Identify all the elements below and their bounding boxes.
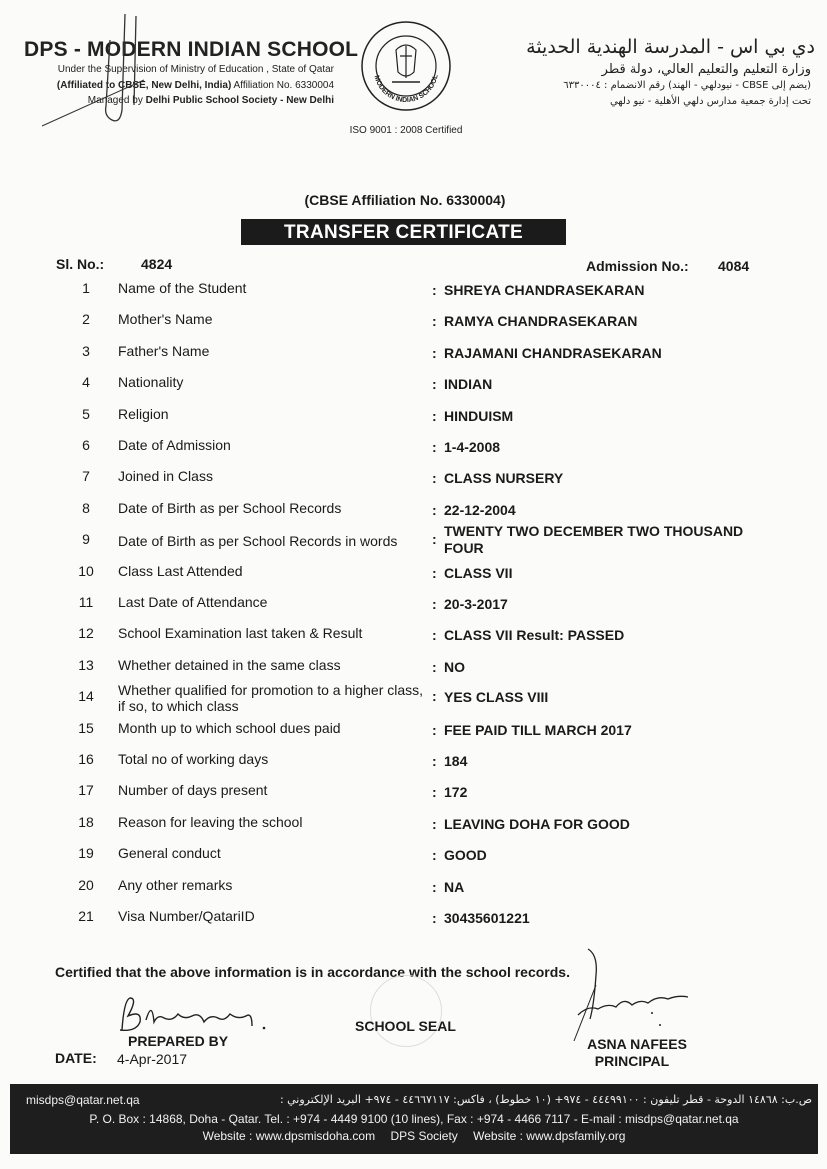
field-row: 1 Name of the Student : SHREYA CHANDRASEKARAN	[0, 272, 827, 303]
field-row: 9 Date of Birth as per School Records in words : TWENTY TWO DECEMBER TWO THOUSAND FOUR	[0, 523, 827, 554]
school-emblem	[360, 20, 452, 112]
ministry-arabic: وزارة التعليم والتعليم العالي، دولة قطر	[601, 62, 811, 77]
row-label: Whether qualified for promotion to a higher class, if so, to which class	[118, 682, 424, 715]
row-value: FEE PAID TILL MARCH 2017	[444, 721, 632, 738]
row-number: 3	[82, 342, 90, 359]
principal-title: PRINCIPAL	[594, 1053, 670, 1069]
field-row: 12 School Examination last taken & Result : CLASS VII Result: PASSED	[0, 617, 827, 648]
management-arabic: تحت إدارة جمعية مدارس دلهي الأهلية - نيو دلهي	[609, 96, 811, 107]
row-value: CLASS VII Result: PASSED	[444, 627, 625, 644]
row-label: Visa Number/QatariID	[118, 908, 255, 924]
field-row: 20 Any other remarks : NA	[0, 869, 827, 900]
row-label: Any other remarks	[118, 876, 233, 893]
serial-number-label: Sl. No.:	[56, 256, 105, 272]
row-value: RAJAMANI CHANDRASEKARAN	[444, 344, 662, 361]
row-number: 9	[82, 531, 90, 548]
row-label: Date of Birth as per School Records	[118, 499, 342, 516]
row-value: 184	[444, 753, 468, 769]
row-number: 20	[78, 876, 94, 893]
row-label: Whether detained in the same class	[118, 656, 341, 673]
row-value: YES CLASS VIII	[444, 689, 549, 706]
row-label: Date of Birth as per School Records in words	[118, 533, 398, 550]
row-number: 15	[78, 719, 94, 736]
managed-by-society: Delhi Public School Society - New Delhi	[145, 95, 334, 106]
affiliation-number: Affiliation No. 6330004	[231, 80, 334, 91]
row-label: Last Date of Attendance	[118, 594, 268, 610]
row-label: Date of Admission	[118, 437, 231, 453]
certificate-title: TRANSFER CERTIFICATE	[241, 219, 566, 245]
row-value: INDIAN	[444, 376, 493, 393]
field-row: 15 Month up to which school dues paid : FEE PAID TILL MARCH 2017	[0, 712, 827, 743]
footer-email: misdps@qatar.net.qa	[26, 1093, 140, 1107]
row-label: General conduct	[118, 845, 221, 862]
row-number: 2	[82, 311, 90, 328]
row-value: 22-12-2004	[444, 501, 516, 518]
prepared-by-label: PREPARED BY	[128, 1033, 229, 1049]
footer-arabic-address: ص.ب: ١٤٨٦٨ الدوحة - قطر تليفون : ٤٤٤٩٩١٠٠ - ٩٧٤+ (١٠ خطوط) ، فاكس: ٤٤٦٦٧١١٧ - ٩٧٤+ البريد الإلكتروني :	[279, 1093, 812, 1106]
row-number: 12	[78, 625, 94, 642]
field-row: 21 Visa Number/QatariID : 30435601221	[0, 900, 827, 931]
row-value: CLASS VII	[444, 564, 513, 581]
school-name-arabic: دي بي اس - المدرسة الهندية الحديثة	[526, 36, 815, 58]
principal-signature	[568, 945, 698, 1045]
date-label: DATE:	[55, 1050, 97, 1066]
row-number: 5	[82, 405, 90, 422]
row-number: 6	[82, 437, 90, 453]
row-label: Month up to which school dues paid	[118, 719, 341, 736]
row-value: 20-3-2017	[444, 596, 508, 612]
row-label: Nationality	[118, 374, 184, 391]
footer-website-family: Website : www.dpsfamily.org	[473, 1129, 626, 1143]
row-value: NA	[444, 878, 465, 895]
school-seal-label: SCHOOL SEAL	[355, 1018, 456, 1034]
admission-number-label: Admission No.:	[586, 258, 689, 274]
field-row: 4 Nationality : INDIAN	[0, 366, 827, 397]
field-row: 3 Father's Name : RAJAMANI CHANDRASEKARAN	[0, 335, 827, 366]
field-row: 17 Number of days present : 172	[0, 774, 827, 805]
affiliation-bold: (Affiliated to CBSE, New Delhi, India)	[56, 80, 232, 91]
row-label: Name of the Student	[118, 280, 247, 296]
principal-name: ASNA NAFEES	[587, 1036, 687, 1052]
row-number: 8	[82, 499, 90, 516]
school-name-english: DPS - MODERN INDIAN SCHOOL	[24, 38, 359, 61]
footer-websites	[10, 1129, 818, 1143]
row-number: 13	[78, 656, 94, 673]
field-row: 10 Class Last Attended : CLASS VII	[0, 555, 827, 586]
serial-number: 4824	[141, 256, 173, 272]
iso-certification: ISO 9001 : 2008 Certified	[349, 125, 463, 136]
row-number: 10	[78, 562, 94, 579]
row-value: 30435601221	[444, 910, 530, 926]
supervision-line: Under the Supervision of Ministry of Education , State of Qatar	[57, 64, 334, 75]
row-value: 172	[444, 784, 468, 801]
row-number: 1	[82, 280, 90, 296]
field-row: 5 Religion : HINDUISM	[0, 398, 827, 429]
row-label: Class Last Attended	[118, 562, 243, 579]
date-value: 4-Apr-2017	[117, 1051, 188, 1067]
row-value: SHREYA CHANDRASEKARAN	[444, 282, 645, 298]
row-label: Reason for leaving the school	[118, 813, 303, 830]
row-label: Number of days present	[118, 782, 268, 799]
footer-address: P. O. Box : 14868, Doha - Qatar. Tel. : +974 - 4449 9100 (10 lines), Fax : +974 - 4466 7117 - E-mail : misdps@qatar.net.qa	[89, 1112, 739, 1126]
row-value: HINDUISM	[444, 407, 514, 424]
row-number: 7	[82, 468, 90, 485]
row-value: TWENTY TWO DECEMBER TWO THOUSAND FOUR	[444, 523, 744, 557]
affiliation-arabic: (يضم إلى CBSE - نيودلهي - الهند) رقم الانضمام : ٦٣٣٠٠٠٤	[563, 80, 811, 91]
row-number: 19	[78, 845, 94, 862]
school-seal-impression	[370, 975, 442, 1047]
pen-mark	[40, 10, 150, 130]
field-row: 19 General conduct : GOOD	[0, 837, 827, 868]
admission-number: 4084	[718, 258, 750, 274]
row-value: NO	[444, 658, 465, 675]
row-label: Joined in Class	[118, 468, 213, 485]
field-row: 7 Joined in Class : CLASS NURSERY	[0, 460, 827, 491]
row-number: 14	[78, 688, 94, 705]
footer-website-school: Website : www.dpsmisdoha.com	[202, 1129, 376, 1143]
cbse-affiliation: (CBSE Affiliation No. 6330004)	[304, 192, 506, 208]
row-number: 16	[78, 751, 94, 767]
row-value: RAMYA CHANDRASEKARAN	[444, 313, 638, 330]
row-number: 18	[78, 813, 94, 830]
row-value: 1-4-2008	[444, 439, 501, 455]
row-label: School Examination last taken & Result	[118, 625, 363, 642]
field-row: 14 Whether qualified for promotion to a higher class, if so, to which class : YES CLASS VIII	[0, 680, 827, 711]
row-label: Father's Name	[118, 342, 210, 359]
row-label: Religion	[118, 405, 169, 422]
certification-statement: Certified that the above information is in accordance with the school records.	[55, 964, 570, 980]
footer-bar	[10, 1084, 818, 1154]
field-row: 6 Date of Admission : 1-4-2008	[0, 429, 827, 460]
row-number: 21	[78, 908, 94, 924]
field-row: 2 Mother's Name : RAMYA CHANDRASEKARAN	[0, 303, 827, 334]
emblem-text: MODERN INDIAN SCHOOL	[372, 73, 440, 105]
row-label: Total no of working days	[118, 751, 269, 767]
field-row: 18 Reason for leaving the school : LEAVING DOHA FOR GOOD	[0, 806, 827, 837]
footer-society: DPS Society	[390, 1129, 458, 1143]
field-row: 11 Last Date of Attendance : 20-3-2017	[0, 586, 827, 617]
field-row: 8 Date of Birth as per School Records : 22-12-2004	[0, 492, 827, 523]
row-number: 17	[78, 782, 94, 799]
row-number: 4	[82, 374, 90, 391]
field-row: 16 Total no of working days : 184	[0, 743, 827, 774]
row-value: GOOD	[444, 847, 487, 864]
managed-by-prefix: Managed by	[87, 95, 146, 106]
row-number: 11	[78, 594, 94, 610]
row-value: LEAVING DOHA FOR GOOD	[444, 815, 630, 832]
field-row: 13 Whether detained in the same class : NO	[0, 649, 827, 680]
row-value: CLASS NURSERY	[444, 470, 564, 487]
row-label: Mother's Name	[118, 311, 213, 328]
